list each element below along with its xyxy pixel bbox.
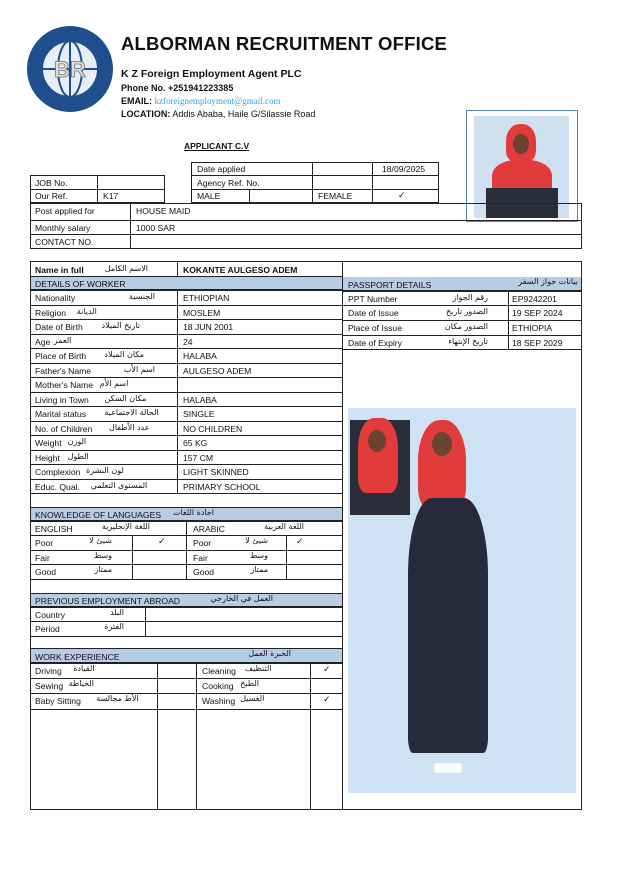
passport-label: PPT Number (348, 294, 398, 304)
passport-label-ar: الصدور تاريخ (446, 307, 488, 316)
detail-label-ar: اسم الأب (123, 365, 155, 374)
row-divider (30, 348, 342, 349)
detail-value: MOSLEM (183, 308, 221, 318)
detail-label: Nationality (35, 293, 76, 303)
location-label: LOCATION: (121, 109, 171, 119)
company-logo (27, 26, 113, 112)
arabic-level-ar: شيئ لا (245, 536, 268, 545)
arabic-level-label: Fair (193, 553, 208, 563)
row-divider (30, 636, 342, 637)
row-divider (30, 621, 342, 622)
detail-label: Date of Birth (35, 322, 83, 332)
country-label: Country (35, 610, 66, 620)
english-level-ar: ممتاز (94, 565, 112, 574)
detail-label: Mother's Name (35, 380, 93, 390)
detail-label-ar: لون البشرة (86, 466, 124, 475)
detail-label-ar: الجنسية (128, 292, 155, 301)
arabic-label: ARABIC (193, 524, 225, 534)
detail-value: 18 JUN 2001 (183, 322, 234, 332)
male-label: MALE (197, 191, 221, 201)
detail-label-ar: الديانة (76, 307, 97, 316)
female-label: FEMALE (318, 191, 353, 201)
our-ref: K17 (103, 191, 119, 201)
english-level-label: Good (35, 567, 57, 577)
arabic-label-ar: اللغة العربية (264, 522, 304, 531)
detail-value: SINGLE (183, 409, 215, 419)
female-check: ✓ (398, 191, 406, 201)
period-label: Period (35, 624, 60, 634)
work-skill-label-ar: الطبخ (240, 679, 259, 688)
passport-label-ar: تاريخ الإنتهاء (448, 337, 488, 346)
english-label: ENGLISH (35, 524, 73, 534)
email-line (121, 97, 281, 106)
detail-label: No. of Children (35, 424, 93, 434)
column-divider (310, 663, 311, 809)
row-divider (30, 319, 342, 320)
work-skill-check: ✓ (323, 695, 331, 705)
post-value: HOUSE MAID (136, 206, 191, 216)
work-skill-label-ar: الخياطة (68, 679, 94, 688)
detail-label: Complexion (35, 467, 81, 477)
detail-value: LIGHT SKINNED (183, 467, 249, 477)
row-divider (30, 290, 342, 291)
detail-label-ar: عدد الأطفال (109, 423, 150, 432)
row-divider (342, 335, 582, 336)
passport-label-ar: الصدور مكان (444, 322, 488, 331)
company-name: K Z Foreign Employment Agent PLC (121, 68, 302, 80)
logo-initials: BR (54, 57, 86, 82)
work-skill-label: Sewing (35, 681, 64, 691)
company-title: ALBORMAN RECRUITMENT OFFICE (121, 33, 448, 54)
post-table (30, 203, 582, 249)
row-divider (30, 693, 342, 694)
row-divider (30, 305, 342, 306)
detail-label: Height (35, 453, 60, 463)
row-divider (30, 493, 342, 494)
detail-value: HALABA (183, 351, 217, 361)
column-divider (196, 663, 197, 809)
arabic-level-label: Poor (193, 538, 212, 548)
detail-label-ar: مكان السكن (104, 394, 147, 403)
row-divider (30, 607, 342, 608)
detail-value: 157 CM (183, 453, 214, 463)
detail-label-ar: تاريخ الميلاد (101, 321, 140, 330)
column-divider (145, 607, 146, 636)
passport-label: Date of Expiry (348, 338, 402, 348)
full-body-photo (348, 408, 576, 793)
location-line (121, 110, 315, 119)
arabic-level-ar: وسط (249, 551, 268, 560)
document-title: APPLICANT C.V (184, 141, 250, 151)
row-divider (30, 334, 342, 335)
name-label: Name in full (35, 265, 84, 275)
detail-label: Age (35, 337, 51, 347)
row-divider (342, 291, 582, 292)
english-level-check: ✓ (158, 537, 166, 547)
detail-label-ar: الحالة الاجتماعية (104, 408, 159, 417)
passport-title: PASSPORT DETAILS (348, 280, 432, 290)
detail-label-ar: المستوى التعلمي (90, 481, 148, 490)
passport-value: 18 SEP 2029 (512, 338, 563, 348)
detail-label-ar: اسم الأم (99, 379, 129, 388)
name-label-ar: الاسم الكامل (104, 264, 148, 273)
row-divider (30, 550, 342, 551)
contact-label: CONTACT NO. (35, 237, 94, 247)
english-level-ar: شيئ لا (89, 536, 112, 545)
salary-value: 1000 SAR (136, 223, 176, 233)
passport-value: 19 SEP 2024 (512, 308, 563, 318)
detail-label-ar: الوزن (67, 437, 87, 446)
detail-value: PRIMARY SCHOOL (183, 482, 261, 492)
row-divider (30, 479, 342, 480)
previous-employment-title-ar: العمل في الخارجي (210, 594, 273, 603)
row-divider (30, 421, 342, 422)
row-divider (30, 363, 342, 364)
work-skill-label: Driving (35, 666, 62, 676)
detail-value: AULGESO ADEM (183, 366, 252, 376)
full-name: KOKANTE AULGESO ADEM (183, 265, 298, 275)
details-title: DETAILS OF WORKER (35, 279, 126, 289)
arabic-level-check: ✓ (296, 537, 304, 547)
country-label-ar: البلد (110, 608, 124, 617)
location: Addis Ababa, Haile G/Silassie Road (172, 109, 316, 119)
english-level-label: Fair (35, 553, 50, 563)
row-divider (30, 450, 342, 451)
passport-label-ar: رقم الجواز (452, 293, 488, 302)
detail-label: Marital status (35, 409, 87, 419)
job-no-label: JOB No. (35, 178, 68, 188)
passport-title-ar: بيانات جواز السفر (518, 277, 578, 286)
row-divider (30, 564, 342, 565)
detail-value: 24 (183, 337, 193, 347)
detail-value: 65 KG (183, 438, 208, 448)
english-level-ar: وسط (93, 551, 112, 560)
date-applied-label: Date applied (197, 164, 246, 174)
passport-value: EP9242201 (512, 294, 557, 304)
row-divider (342, 320, 582, 321)
row-divider (30, 392, 342, 393)
work-experience-title: WORK EXPERIENCE (35, 652, 120, 662)
our-ref-label: Our Ref. (35, 191, 68, 201)
row-divider (342, 349, 582, 350)
work-experience-title-ar: الخبرة العمل (248, 649, 291, 658)
work-skill-label-ar: الأط مجالسة (96, 694, 139, 703)
row-divider (30, 377, 342, 378)
english-level-label: Poor (35, 538, 54, 548)
detail-label: Place of Birth (35, 351, 87, 361)
row-divider (30, 406, 342, 407)
detail-label: Father's Name (35, 366, 92, 376)
passport-value: ETHIOPIA (512, 323, 553, 333)
row-divider (30, 709, 342, 710)
detail-label: Educ. Qual. (35, 482, 80, 492)
date-applied: 18/09/2025 (382, 164, 426, 174)
email-label: EMAIL: (121, 96, 152, 106)
work-skill-label-ar: القيادة (73, 664, 95, 673)
work-skill-label: Baby Sitting (35, 696, 81, 706)
languages-title: KNOWLEDGE OF LANGUAGES (35, 510, 162, 520)
work-skill-label-ar: الغسيل (240, 694, 265, 703)
column-divider (286, 535, 287, 579)
phone: Phone No. +251941223385 (121, 83, 234, 93)
detail-label-ar: مكان الميلاد (104, 350, 144, 359)
arabic-level-label: Good (193, 567, 215, 577)
english-label-ar: اللغة الإنجليزية (101, 522, 150, 531)
passport-label: Date of Issue (348, 308, 399, 318)
work-skill-label: Washing (202, 696, 236, 706)
post-label: Post applied for (35, 206, 95, 216)
arabic-level-ar: ممتاز (250, 565, 268, 574)
detail-label: Living in Town (35, 395, 89, 405)
work-skill-label-ar: التنظيف (244, 664, 272, 673)
column-divider (157, 663, 158, 809)
column-divider (132, 535, 133, 579)
period-label-ar: الفترة (104, 622, 124, 631)
work-skill-label: Cooking (202, 681, 234, 691)
salary-label: Monthly salary (35, 223, 91, 233)
languages-title-ar: اجادة اللغات (172, 508, 214, 517)
row-divider (30, 464, 342, 465)
row-divider (30, 579, 342, 580)
agency-ref-label: Agency Ref. No. (197, 178, 260, 188)
passport-label: Place of Issue (348, 323, 402, 333)
row-divider (30, 435, 342, 436)
detail-value: NO CHILDREN (183, 424, 243, 434)
row-divider (30, 535, 342, 536)
detail-label: Weight (35, 438, 62, 448)
email-link[interactable]: kzforeignemployment@gmail.com (154, 96, 281, 106)
detail-label-ar: الطول (67, 452, 89, 461)
previous-employment-title: PREVIOUS EMPLOYMENT ABROAD (35, 596, 181, 606)
row-divider (342, 305, 582, 306)
detail-label-ar: العمر (53, 336, 72, 345)
work-skill-check: ✓ (323, 665, 331, 675)
detail-value: HALABA (183, 395, 217, 405)
detail-value: ETHIOPIAN (183, 293, 230, 303)
work-skill-label: Cleaning (202, 666, 236, 676)
detail-label: Religion (35, 308, 67, 318)
